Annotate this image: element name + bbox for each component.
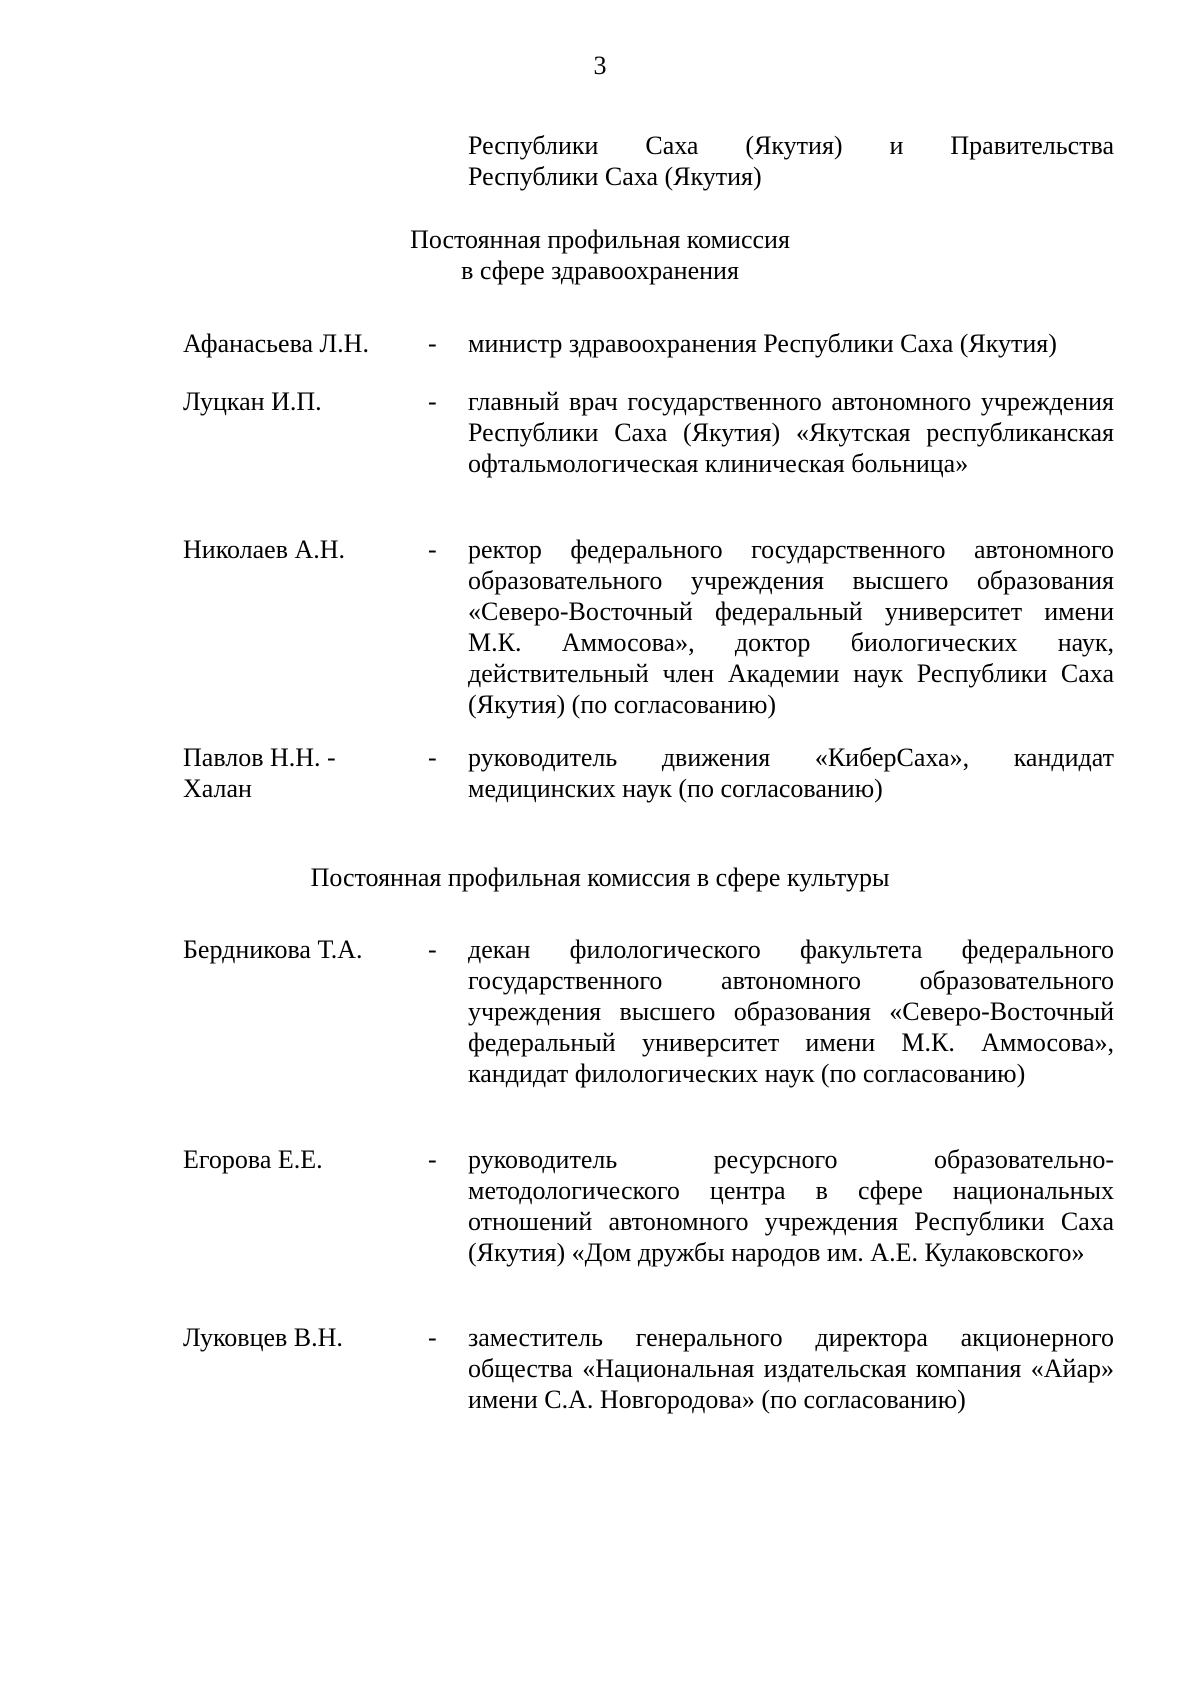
member-description: декан филологического факультета федерального государственного автономного образовательного учреждения высшего образования «Северо-Восточный федеральный университет имени М.К. Аммосова», кандидат филологических наук (по согласованию) — [468, 935, 1114, 1088]
section-title-healthcare — [0, 224, 1200, 286]
member-description: министр здравоохранения Республики Саха (Якутия) — [468, 329, 1057, 358]
member-dash: - — [428, 535, 437, 564]
continuation-text — [468, 130, 1114, 192]
member-name: Павлов Н.Н. - Халан — [183, 743, 336, 803]
member-dash: - — [428, 743, 437, 772]
member-name: Николаев А.Н. — [183, 535, 346, 564]
section-title-line-1: Постоянная профильная комиссия — [410, 225, 790, 254]
member-dash: - — [428, 935, 437, 964]
member-dash: - — [428, 329, 437, 358]
section-title-line-2: в сфере здравоохранения — [461, 256, 739, 285]
member-description: заместитель генерального директора акционерного общества «Национальная издательская компания «Айар» имени С.А. Новгородова» (по согласованию) — [468, 1323, 1114, 1414]
member-description: руководитель движения «КиберСаха», кандидат медицинских наук (по согласованию) — [468, 743, 1114, 803]
member-name: Бердникова Т.А. — [183, 935, 363, 964]
member-name: Егорова Е.Е. — [183, 1145, 323, 1174]
member-dash: - — [428, 387, 437, 416]
section-title-culture — [0, 862, 1200, 893]
member-description: главный врач государственного автономного учреждения Республики Саха (Якутия) «Якутская республиканская офтальмологическая клиническая больница» — [468, 387, 1114, 478]
continuation-line-2: Республики Саха (Якутия) — [468, 162, 762, 191]
member-description: руководитель ресурсного образовательно-методологического центра в сфере национальных отношений автономного учреждения Республики Саха (Якутия) «Дом дружбы народов им. А.Е. Кулаковского» — [468, 1145, 1114, 1267]
member-description: ректор федерального государственного автономного образовательного учреждения высшего образования «Северо-Восточный федеральный университет имени М.К. Аммосова», доктор биологических наук, действительный член Академии наук Республики Саха (Якутия) (по согласованию) — [468, 535, 1114, 719]
page-number: 3 — [593, 51, 607, 80]
member-dash: - — [428, 1145, 437, 1174]
member-name: Луцкан И.П. — [183, 387, 322, 416]
continuation-line-1: Республики Саха (Якутия) и Правительства — [468, 131, 1114, 160]
member-name: Афанасьева Л.Н. — [183, 329, 369, 358]
section-title-line-1: Постоянная профильная комиссия в сфере культуры — [310, 863, 890, 892]
member-name: Луковцев В.Н. — [183, 1323, 343, 1352]
member-dash: - — [428, 1323, 437, 1352]
